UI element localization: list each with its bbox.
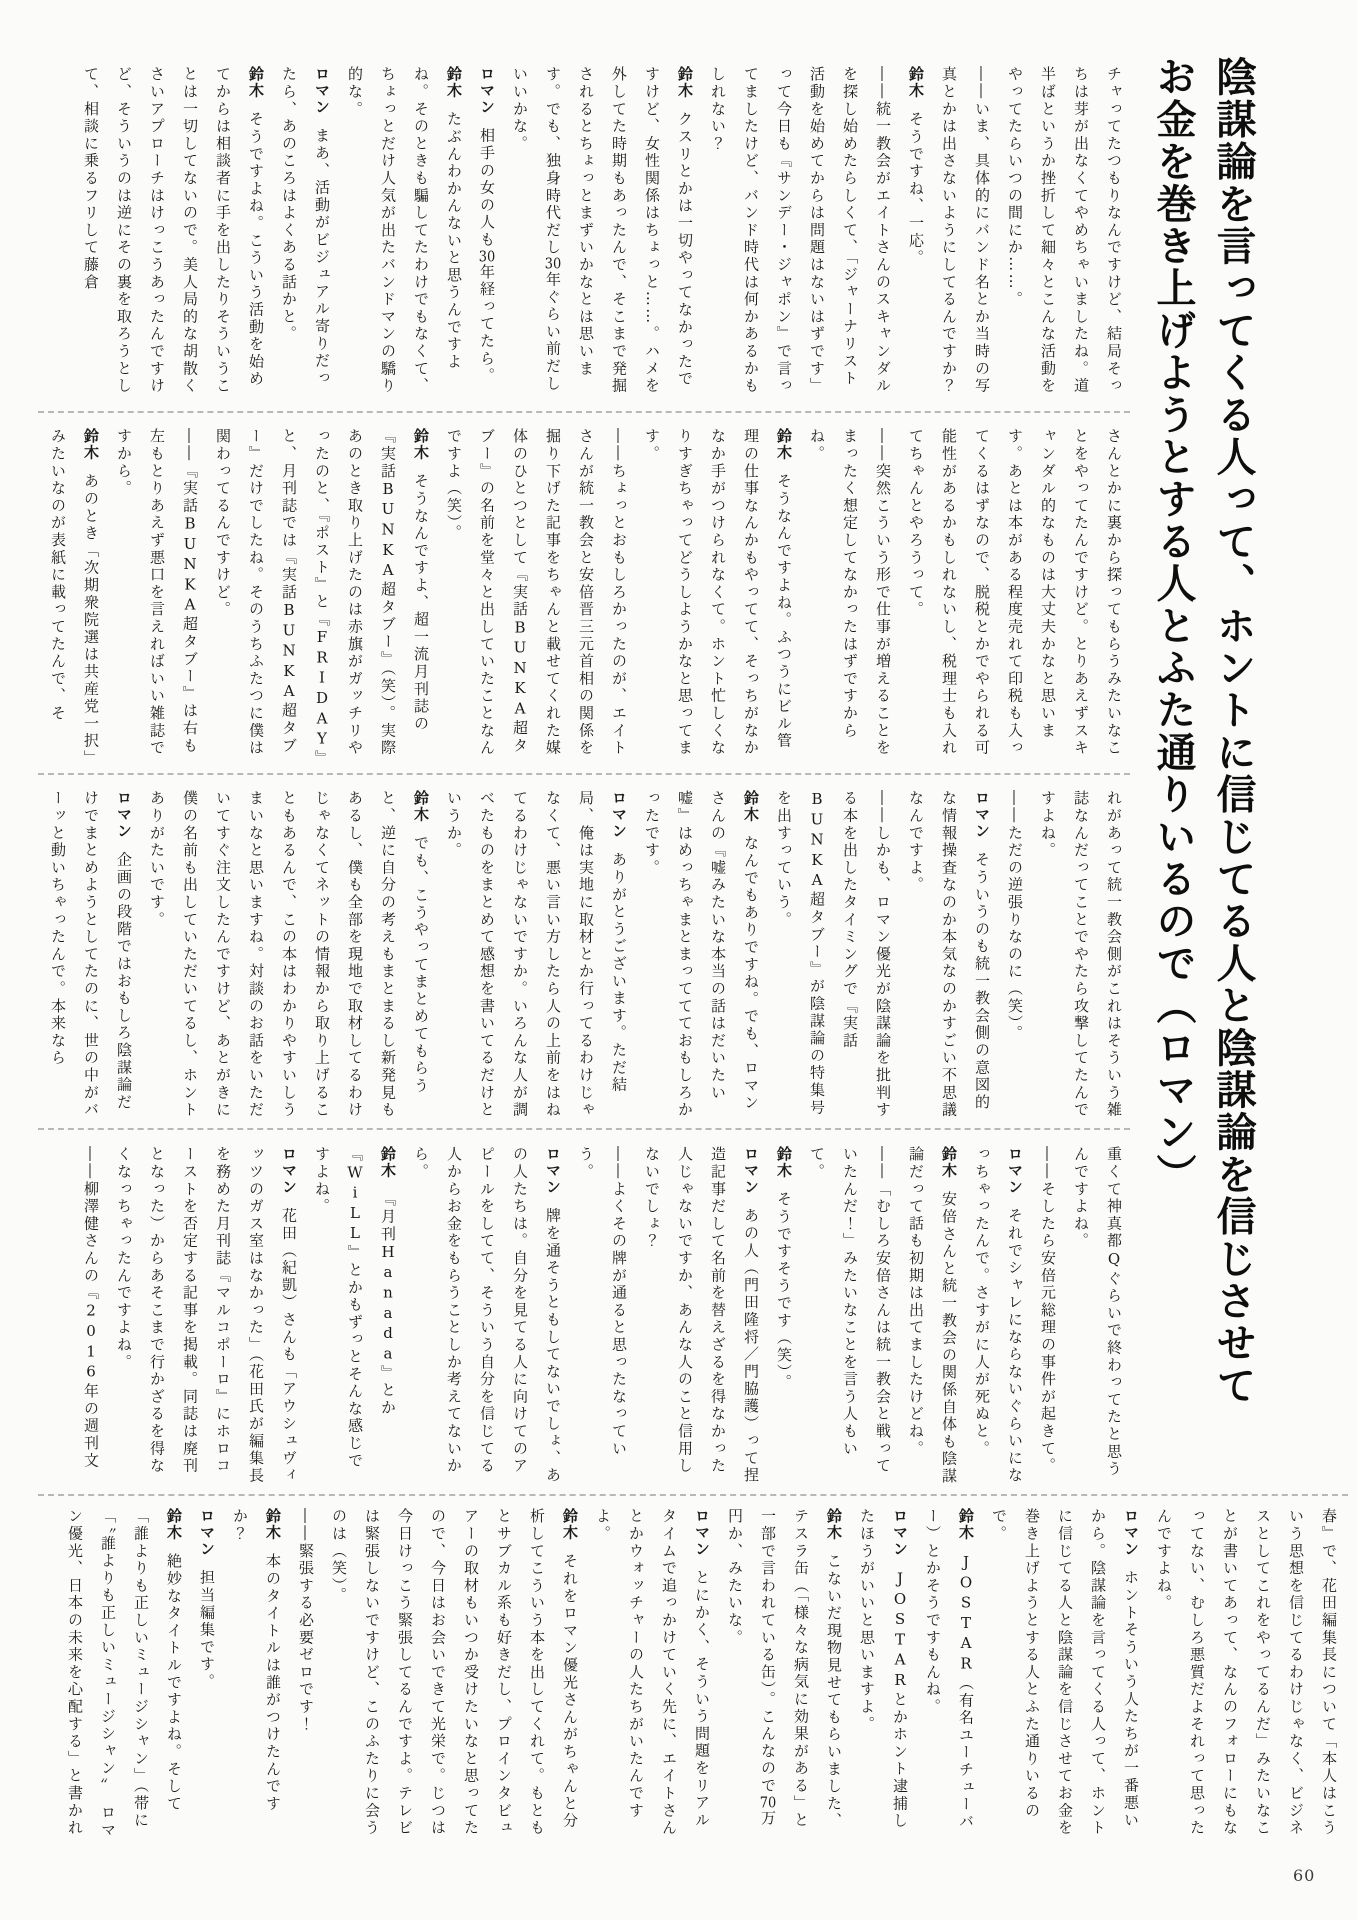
paragraph xyxy=(470,66,503,402)
paragraph xyxy=(503,66,701,402)
paragraph-text: あの人（門田隆将／門脇護）って捏造記事だして名前を替えざるを得なかった人じゃないですか、あんな人のこと信用しないでしょ？ xyxy=(643,1146,760,1485)
paragraph-text: そしたら安倍元総理の事件が起きて。 xyxy=(1039,1180,1057,1475)
band-separator xyxy=(38,1128,1130,1130)
speaker-label: 鈴木 xyxy=(412,790,430,823)
paragraph-text: そうですよね。こういう活動を始めてからは相談者に手を出したりそういうことは一切してないので。美人局的な胡散くさいアプローチはけっこうあったんですけど、そういうのは逆にその裏を取ろうとして、相談に乗るフリして藤倉 xyxy=(82,66,265,395)
speaker-label: ―― xyxy=(610,428,628,463)
speaker-label: ロマン xyxy=(1006,1146,1024,1196)
paragraph-text: ホントそういう人たちが一番悪いから。陰謀論を言ってくる人って、ホントに信じてる人と陰謀論を信じさせてお金を巻き上げようとする人とふた通りいるので。 xyxy=(990,1508,1140,1837)
paragraph xyxy=(899,428,1130,764)
speaker-label: ―― xyxy=(297,1508,315,1543)
paragraph xyxy=(322,1508,586,1844)
paragraph-text: しかも、ロマン優光が陰謀論を批判する本を出したタイミングで『実話BUNKA超タブー』が陰謀論の特集号を出すっていう。 xyxy=(775,790,892,1119)
paragraph-text: 相手の女の人も30年経ってたら。 xyxy=(478,127,496,385)
speaker-label: ロマン xyxy=(313,66,331,116)
text-band-1 xyxy=(74,66,1130,402)
paragraph xyxy=(932,66,998,402)
paragraph-text: さんとかに裏から探ってもらうみたいなことをやってたんですけど。とりあえずスキャンダル的なものは大丈夫かなと思います。あとは本がある程度売れて印税も入ってくるはずなので、脱税とかでやられる可能性があるかもしれないし、税理士も入れてちゃんとやろうって。 xyxy=(907,428,1123,757)
paragraph xyxy=(718,1508,850,1844)
speaker-label: ―― xyxy=(181,428,199,463)
headline-line-2: お金を巻き上げようとする人とふた通りいるので（ロマン） xyxy=(1150,56,1196,1196)
speaker-label: 鈴木 xyxy=(742,790,760,823)
paragraph xyxy=(586,1508,718,1844)
paragraph-text: あのとき「次期衆院選は共産党一択」みたいなのが表紙に載ってたんで、そ xyxy=(49,428,100,760)
paragraph-text: そういうのも統一教会側の意図的な情報操査なのか本気なのかすごい不思議なんですよ。 xyxy=(907,790,991,1119)
paragraph xyxy=(437,428,635,764)
paragraph-text: 重くて神真都Qぐらいで終わってたと思うんですよね。 xyxy=(1072,1146,1123,1478)
speaker-label: 鈴木 xyxy=(676,66,694,99)
paragraph xyxy=(190,1508,223,1844)
paragraph-text: それでシャレにならないぐらいになっちゃったんで。さすがに人が死ぬと。 xyxy=(973,1146,1024,1485)
speaker-label: 鈴木 xyxy=(561,1508,579,1541)
paragraph xyxy=(289,1508,322,1844)
paragraph xyxy=(701,66,899,402)
paragraph xyxy=(58,1508,190,1844)
paragraph-text: 本のタイトルは誰がつけたんですか？ xyxy=(231,1508,282,1813)
speaker-label: ロマン xyxy=(693,1508,711,1558)
speaker-label: ―― xyxy=(874,1146,892,1181)
paragraph-text: それをロマン優光さんがちゃんと分析してこういう本を出してくれて。もともとサブカル系も好きだし、プロインタビュアーの取材もいつか受けたいなと思ってたので、今日はお会いできて光栄で。じつは今日けっこう緊張してるんですよ。テレビは緊張しないですけど、このふたりに会うのは（笑）。 xyxy=(330,1508,579,1837)
paragraph-text: そうですそうです（笑）。 xyxy=(775,1191,793,1392)
paragraph-text: なんでもありですね。でも、ロマンさんの『嘘みたいな本当の話はだいたい嘘』はめっちゃまとまっててておもしろかったです。 xyxy=(643,790,760,1119)
paragraph-text: まあ、活動がビジュアル寄りだったら、あのころはよくある話かと。 xyxy=(280,66,331,387)
speaker-label: ロマン xyxy=(478,66,496,116)
band-separator xyxy=(38,1494,1348,1496)
speaker-label: ロマン xyxy=(742,1146,760,1196)
paragraph-text: 牌を通そうともしてないでしょ、あの人たちは。自分を見てる人に向けてのアピールをしてて、そういう自分を信じてる人からお金をもらうことしか考えてないから。 xyxy=(412,1146,562,1485)
paragraph-text: ただの逆張りなのに（笑）。 xyxy=(1006,824,1024,1043)
paragraph-text: 絶妙なタイトルですよね。そして「誰よりも正しいミュージシャン」（帯に「〝誰よりも正しいミュージシャン〟 ロマン優光、日本の未来を心配する」と書かれ xyxy=(66,1508,183,1839)
paragraph xyxy=(74,1146,107,1486)
speaker-label: ロマン xyxy=(115,790,133,840)
speaker-label: ―― xyxy=(973,66,991,101)
paragraph xyxy=(223,1508,289,1844)
speaker-label: 鈴木 xyxy=(379,1146,397,1179)
paragraph xyxy=(107,428,206,764)
paragraph-text: JOSTAR（有名ユーチューバー）とかそうですもんね。 xyxy=(924,1508,975,1831)
speaker-label: 鈴木 xyxy=(775,1146,793,1179)
headline-line-1: 陰謀論を言ってくる人って、ホントに信じてる人と陰謀論を信じさせて xyxy=(1210,56,1256,1407)
paragraph xyxy=(635,1146,767,1486)
text-band-3 xyxy=(41,790,1130,1126)
speaker-label: ロマン xyxy=(610,790,628,840)
paragraph-text: 企画の段階ではおもしろ陰謀論だけでまとめようとしてたのに、世の中がバーッと動いちゃったんで。本来なら xyxy=(49,790,133,1119)
paragraph xyxy=(41,790,140,1126)
paragraph xyxy=(800,1146,899,1486)
text-band-5 xyxy=(58,1508,1345,1844)
speaker-label: 鈴木 xyxy=(445,66,463,99)
paragraph-text: こないだ現物見せてもらいました、テスラ缶（「様々な病気に効果がある」と一部で言われている缶）。こんなので70万円か、みたいな。 xyxy=(726,1508,843,1830)
speaker-label: 鈴木 xyxy=(264,1508,282,1541)
paragraph xyxy=(899,66,932,402)
paragraph xyxy=(635,790,767,1126)
paragraph-text: JOSTARとかホント逮捕したほうがいいと思いますよ。 xyxy=(858,1508,909,1830)
paragraph-text: そうなんですよね。ふつうにビル管理の仕事なんかもやってて、そっちがなかなか手がつけられなくて。ホント忙しくなりすぎちゃってどうしようかなと思ってます。 xyxy=(643,428,793,757)
speaker-label: 鈴木 xyxy=(907,66,925,99)
paragraph xyxy=(107,1146,305,1486)
paragraph xyxy=(1031,1146,1064,1486)
speaker-label: ―― xyxy=(82,1146,100,1181)
speaker-label: ―― xyxy=(874,66,892,101)
speaker-label: ―― xyxy=(1039,1146,1057,1181)
paragraph-text: そうなんですよ、超一流月刊誌の『実話BUNKA超タブー』（笑）。実際あのとき取り上げたのは赤旗がガッチリやったのと、『ポスト』と『FRIDAY』と、月刊誌では『実話BUNKA超タブー』だけでしたね。そのうちふたつに僕は関わってるんですけど。 xyxy=(214,428,430,760)
speaker-label: 鈴木 xyxy=(82,428,100,461)
paragraph xyxy=(998,790,1031,1126)
paragraph xyxy=(1064,1146,1130,1486)
paragraph-text: 「むしろ安倍さんは統一教会と戦っていたんだ！」みたいなことを言う人もいて。 xyxy=(808,1146,892,1475)
paragraph-text: 安倍さんと統一教会の関係自体も陰謀論だって話も初期は出てましたけどね。 xyxy=(907,1146,958,1486)
speaker-label: ロマン xyxy=(973,790,991,840)
paragraph xyxy=(272,66,338,402)
paragraph-text: たぶんわかんないと思うんですよね。そのときも騙してたわけでもなくて、ちょっとだけ人気が出たバンドマンの驕り的な。 xyxy=(346,66,463,395)
paragraph xyxy=(569,1146,635,1486)
paragraph xyxy=(998,66,1130,402)
paragraph xyxy=(800,428,899,764)
paragraph-text: 花田（紀凱）さんも「アウシュヴィッツのガス室はなかった」（花田氏が編集長を務めた月刊誌『マルコポーロ』にホロコーストを否定する記事を掲載。同誌は廃刊となった）からあそこまで行かざるを得なくなっちゃったんですよね。 xyxy=(115,1146,298,1485)
paragraph xyxy=(899,1146,965,1486)
speaker-label: 鈴木 xyxy=(940,1146,958,1179)
paragraph xyxy=(767,790,899,1126)
speaker-label: 鈴木 xyxy=(412,428,430,461)
band-separator xyxy=(38,411,1130,413)
paragraph xyxy=(850,1508,916,1844)
paragraph-text: 『実話BUNKA超タブー』は右も左もとりあえず悪口を言えればいい雑誌ですから。 xyxy=(115,428,199,757)
paragraph xyxy=(1147,1508,1345,1844)
paragraph-text: ちょっとおもしろかったのが、エイトさんが統一教会と安倍晋三元首相の関係を掘り下げた記事をちゃんと載せてくれた媒体のひとつとして『実話BUNKA超タブー』の名前を堂々と出していたことなんですよ（笑）。 xyxy=(445,428,628,757)
paragraph xyxy=(635,428,800,764)
paragraph-text: 『月刊Hanada』とか『WiLL』とかもずっとそんな感じですよね。 xyxy=(313,1146,397,1470)
speaker-label: 鈴木 xyxy=(247,66,265,99)
speaker-label: ―― xyxy=(874,428,892,463)
text-band-2 xyxy=(41,428,1130,764)
paragraph xyxy=(916,1508,982,1844)
paragraph-text: 緊張する必要ゼロです！ xyxy=(297,1542,315,1733)
paragraph xyxy=(965,1146,1031,1486)
paragraph xyxy=(899,790,998,1126)
speaker-label: ―― xyxy=(874,790,892,825)
paragraph-text: よくその牌が通ると思ったなっていう。 xyxy=(577,1146,628,1458)
paragraph xyxy=(140,790,437,1126)
speaker-label: ロマン xyxy=(1122,1508,1140,1558)
paragraph xyxy=(1031,790,1130,1126)
paragraph xyxy=(982,1508,1147,1844)
speaker-label: ロマン xyxy=(891,1508,909,1558)
paragraph-text: いま、具体的にバンド名とか当時の写真とかは出さないようにしてるんですか？ xyxy=(940,66,991,395)
speaker-label: ロマン xyxy=(280,1146,298,1196)
paragraph-text: そうですね、一応。 xyxy=(907,111,925,267)
band-separator xyxy=(38,773,1130,775)
text-band-4 xyxy=(74,1146,1130,1486)
paragraph-text: チャってたつもりなんですけど、結局そっちは芽が出なくてやめちゃいましたね。道半ばというか挫折して細々とこんな活動をやってたらいつの間にか……。 xyxy=(1006,66,1123,395)
paragraph xyxy=(206,428,437,764)
paragraph xyxy=(767,1146,800,1486)
paragraph-text: 担当編集です。 xyxy=(198,1569,216,1691)
paragraph xyxy=(41,428,107,764)
paragraph xyxy=(338,66,470,402)
paragraph xyxy=(437,790,635,1126)
paragraph xyxy=(74,66,272,402)
speaker-label: 鈴木 xyxy=(775,428,793,461)
paragraph-text: 春』で、花田編集長について「本人はこういう思想を信じてるわけじゃなく、ビジネスとしてこれをやってるんだ」みたいなことが書いてあって、なんのフォローにもなってない、むしろ悪質だよそれって思ったんですよね。 xyxy=(1155,1508,1338,1837)
paragraph-text: クスリとかは一切やってなかったですけど、女性関係はちょっと……。ハメを外してた時期もあったんで、そこまで発掘されるとちょっとまずいかなとは思います。でも、独身時代だし30年ぐらい前だしいいかな。 xyxy=(511,66,694,395)
paragraph xyxy=(404,1146,569,1486)
paragraph-text: 統一教会がエイトさんのスキャンダルを探し始めたらしくて、「ジャーナリスト活動を始めてからは問題はないはずです」って今日も『サンデー・ジャポン』で言ってましたけど、バンド時代は何かあるかもしれない？ xyxy=(709,66,892,395)
paragraph-text: 突然こういう形で仕事が増えることをまったく想定してなかったはずですからね。 xyxy=(808,428,892,757)
speaker-label: ―― xyxy=(610,1146,628,1181)
paragraph-text: れがあって統一教会側がこれはそういう雑誌なんだってことでやたら攻撃してたんですよね。 xyxy=(1039,790,1123,1119)
speaker-label: 鈴木 xyxy=(957,1508,975,1541)
speaker-label: ―― xyxy=(1006,790,1024,825)
paragraph-text: でも、こうやってまとめてもらうと、逆に自分の考えもまとまるし新発見もあるし、僕も全部を現地で取材してるわけじゃなくてネットの情報から取り上げることもあるんで、この本はわかりやすいしうまいなと思いますね。対談のお話をいただいてすぐ注文したんですけど、あとがきに僕の名前も出していただいてるし、ホントありがたいです。 xyxy=(148,790,430,1119)
paragraph-text: 柳澤健さんの『2016年の週刊文 xyxy=(82,1180,100,1470)
speaker-label: 鈴木 xyxy=(825,1508,843,1541)
pull-quote-headline xyxy=(1143,56,1263,1426)
paragraph-text: とにかく、そういう問題をリアルタイムで追っかけていく先に、エイトさんとかウォッチャーの人たちがいたんですよ。 xyxy=(594,1508,711,1837)
speaker-label: ロマン xyxy=(198,1508,216,1558)
page-number: 60 xyxy=(1293,1866,1316,1885)
speaker-label: ロマン xyxy=(544,1146,562,1196)
paragraph xyxy=(305,1146,404,1486)
paragraph-text: ありがとうございます。ただ結局、俺は実地に取材とか行ってるわけじゃなくて、悪い言い方したら人の上前をはねてるわけじゃないですか。いろんな人が調べたものをまとめて感想を書いてるだけというか。 xyxy=(445,790,628,1119)
speaker-label: 鈴木 xyxy=(165,1508,183,1541)
